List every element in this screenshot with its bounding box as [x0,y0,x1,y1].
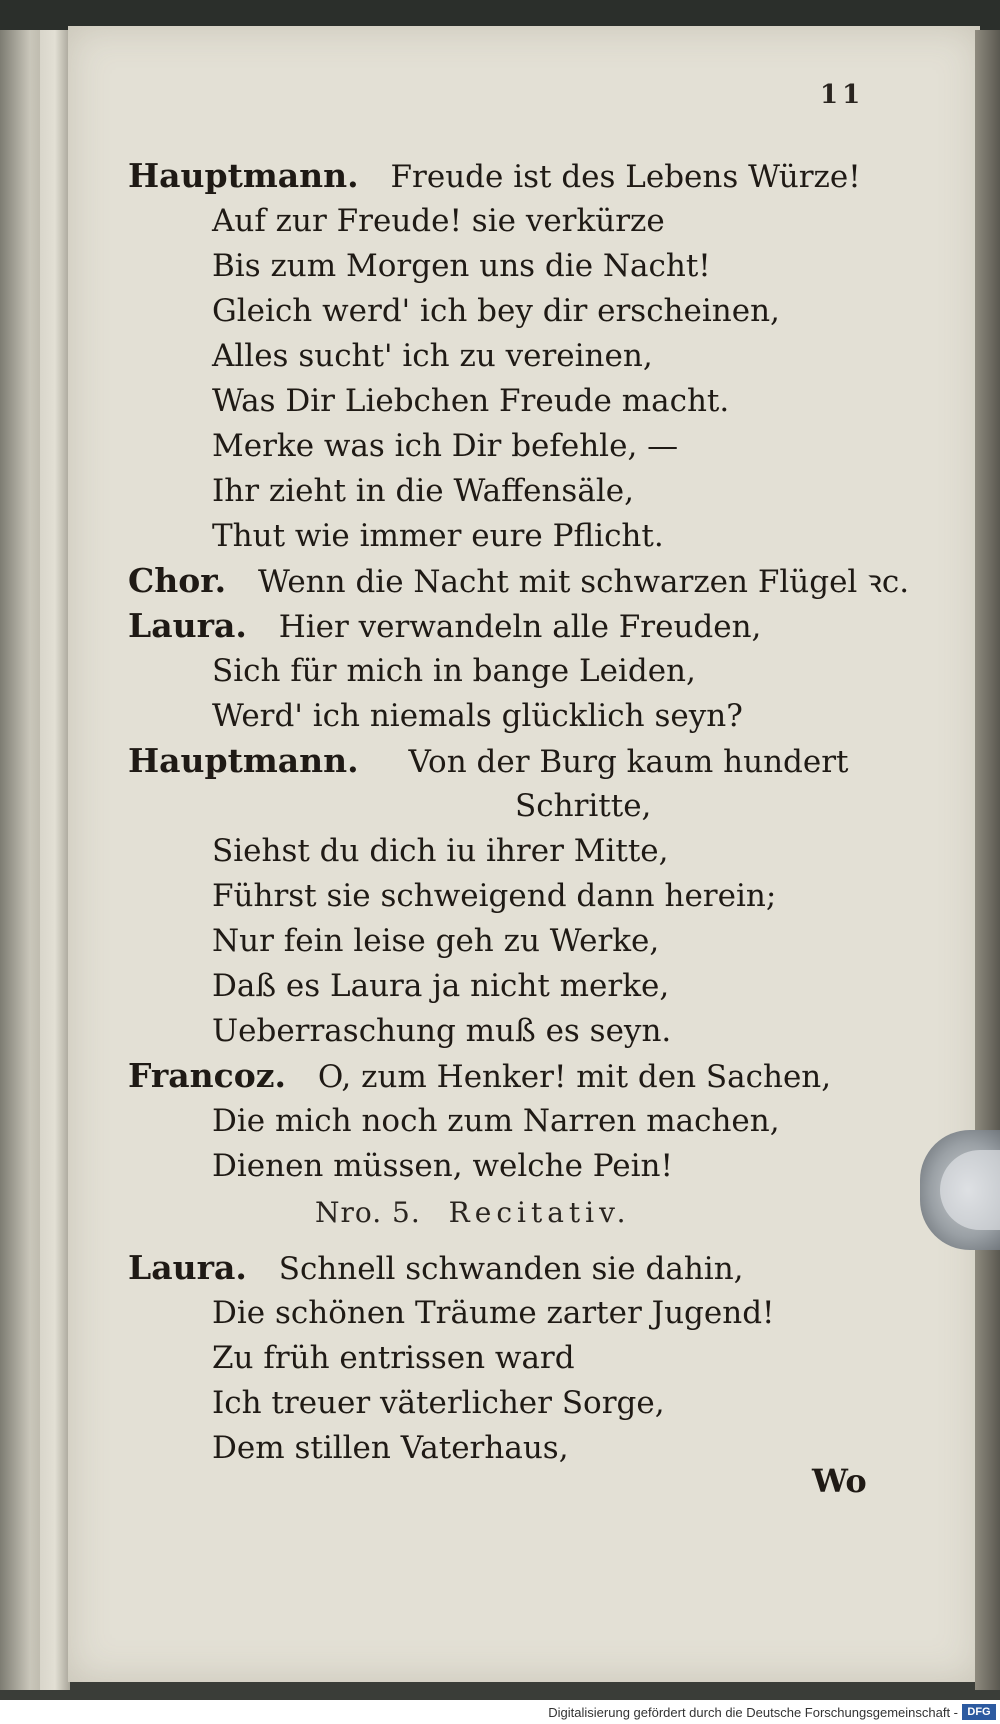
line-text: O, zum Henker! mit den Sachen, [317,1059,832,1095]
text-line: Dem stillen Vaterhaus, [212,1430,569,1466]
line-text: Schnell schwanden sie dahin, [278,1251,744,1287]
speaker-name: Laura. [128,606,247,645]
text-line: Auf zur Freude! sie verkürze [212,203,665,239]
speaker-name: Laura. [128,1248,247,1287]
text-line [128,1250,744,1287]
text-line: Alles sucht' ich zu vereinen, [212,338,653,374]
line-text: Hier verwandeln alle Freuden, [278,609,762,645]
text-line: Thut wie immer eure Pflicht. [212,518,664,554]
line-text: Von der Burg kaum hundert [408,744,849,780]
line-text: Freude ist des Lebens Würze! [390,159,861,195]
page-fore-edge [975,30,1000,1690]
text-line: Dienen müssen, welche Pein! [212,1148,673,1184]
heading-title: Recitativ. [448,1196,631,1229]
page-gutter [40,30,70,1690]
heading-number: Nro. 5. [315,1196,421,1229]
text-line: Nur fein leise geh zu Werke, [212,923,660,959]
text-line: Zu früh entrissen ward [212,1340,575,1376]
text-line [128,158,861,195]
text-line [128,743,849,780]
text-line: Was Dir Liebchen Freude macht. [212,383,730,419]
speaker-name: Hauptmann. [128,156,359,195]
text-line [128,563,909,600]
text-line: Ich treuer väterlicher Sorge, [212,1385,665,1421]
text-line: Daß es Laura ja nicht merke, [212,968,670,1004]
speaker-name: Hauptmann. [128,741,359,780]
text-line: Die mich noch zum Narren machen, [212,1103,780,1139]
footer-credit: Digitalisierung gefördert durch die Deutsche Forschungsgemeinschaft - [548,1705,958,1720]
text-line: Gleich werd' ich bey dir erscheinen, [212,293,780,329]
page-number: 11 [820,80,865,110]
line-text: Wenn die Nacht mit schwarzen Flügel ꝛc. [257,564,910,600]
text-line: Sich für mich in bange Leiden, [212,653,696,689]
catchword: Wo [812,1462,867,1500]
text-line: Schritte, [515,788,652,824]
text-line: Führst sie schweigend dann herein; [212,878,777,914]
text-line: Siehst du dich iu ihrer Mitte, [212,833,669,869]
text-line [128,1058,831,1095]
text-line: Ueberraschung muß es seyn. [212,1013,672,1049]
text-line: Bis zum Morgen uns die Nacht! [212,248,711,284]
text-line: Ihr zieht in die Waffensäle, [212,473,634,509]
text-line: Merke was ich Dir befehle, — [212,428,679,464]
dfg-logo-icon: DFG [962,1704,996,1720]
speaker-name: Francoz. [128,1056,286,1095]
text-line: Werd' ich niemals glücklich seyn? [212,698,743,734]
text-line [128,608,761,645]
speaker-name: Chor. [128,561,227,600]
text-line: Die schönen Träume zarter Jugend! [212,1295,775,1331]
section-heading [315,1196,631,1229]
